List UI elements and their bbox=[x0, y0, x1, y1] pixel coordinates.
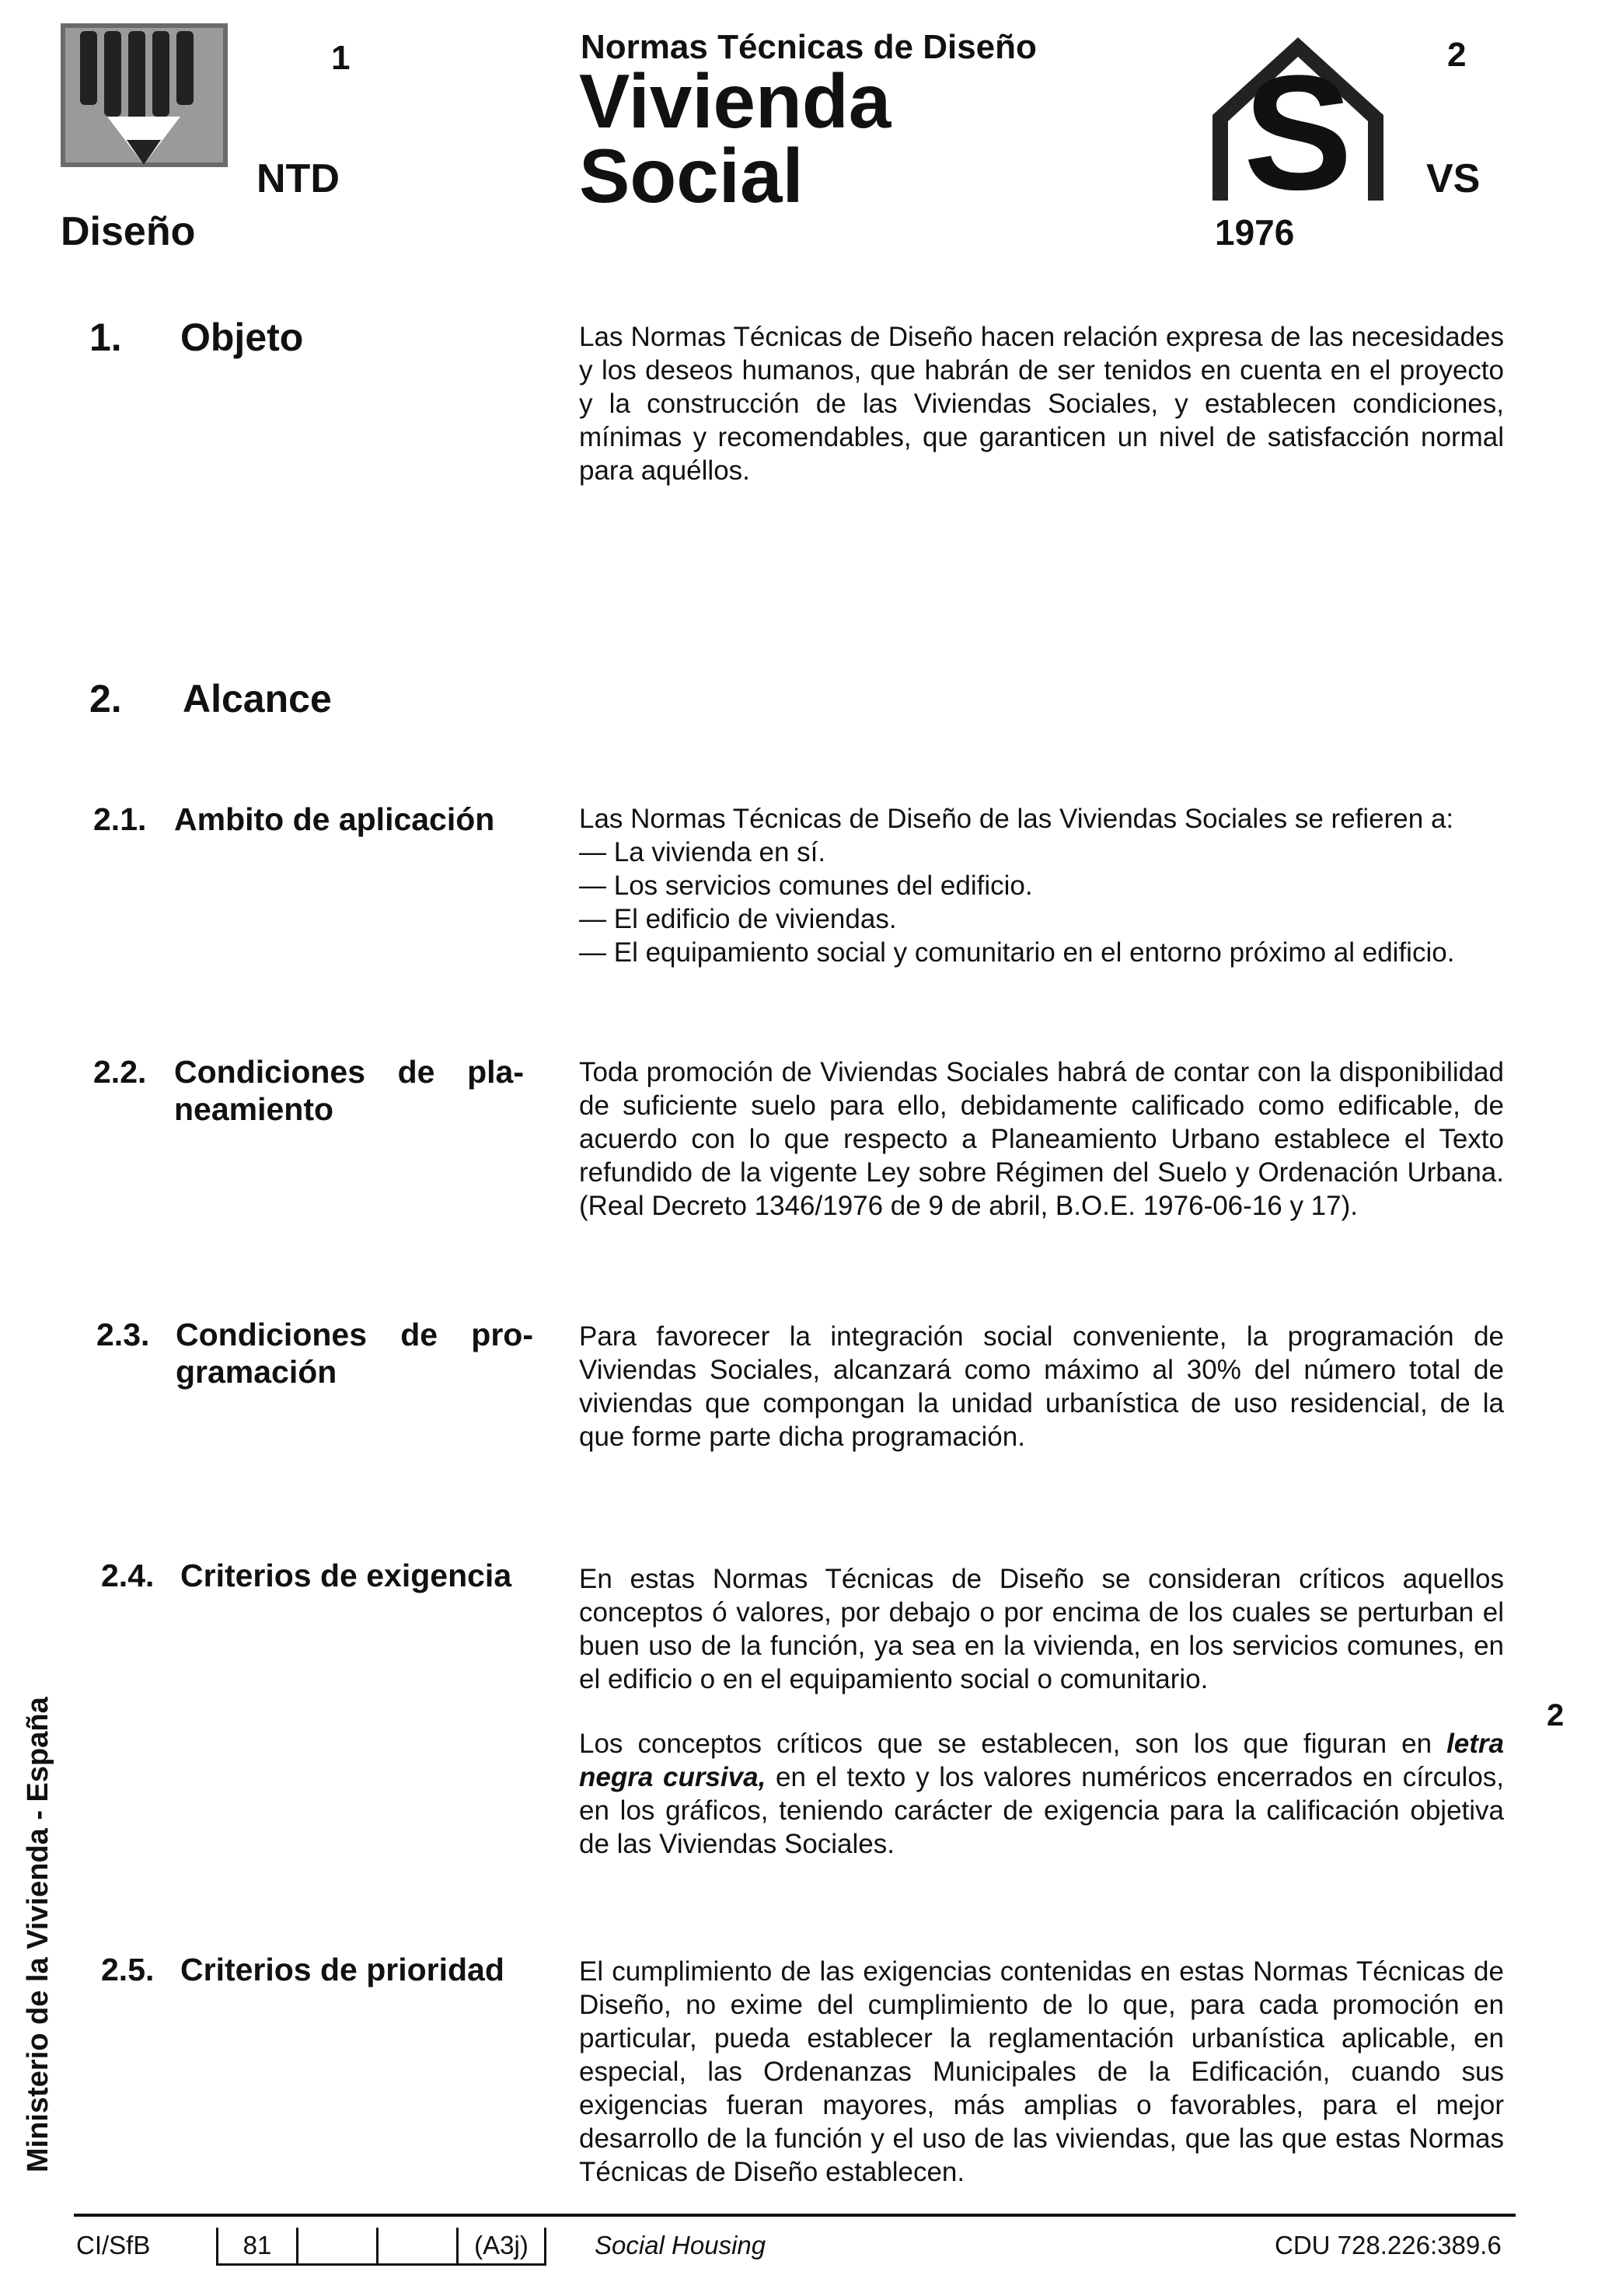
section-2-1-list bbox=[579, 836, 1504, 969]
left-page-number: 1 bbox=[331, 39, 351, 77]
list-item: — El equipamiento social y comunitario en el entorno próximo al edificio. bbox=[579, 936, 1504, 969]
paragraph-text: en el texto y los valores numéricos encerrados en círculos, en los gráficos, teniendo carácter de exigencia para la calificación objetiva de las Viviendas Sociales. bbox=[579, 1762, 1505, 1859]
series-code-vs: VS bbox=[1426, 156, 1481, 201]
section-2-5-title: Criterios de prioridad bbox=[180, 1952, 504, 1987]
section-2-2-number: 2.2. bbox=[93, 1054, 147, 1090]
list-item: — Los servicios comunes del edificio. bbox=[579, 869, 1504, 902]
list-item: — El edificio de viviendas. bbox=[579, 902, 1504, 936]
cdu-code: CDU 728.226:389.6 bbox=[1275, 2231, 1502, 2259]
document-subtitle: Normas Técnicas de Diseño bbox=[581, 28, 1037, 66]
section-2-3-title-line2: gramación bbox=[176, 1354, 337, 1390]
section-2-4-paragraph-2 bbox=[579, 1727, 1504, 1861]
section-2-1-intro: Las Normas Técnicas de Diseño de las Viviendas Sociales se refieren a: bbox=[579, 804, 1454, 834]
document-title-line1: Vivienda bbox=[579, 58, 891, 144]
section-2-3-text bbox=[579, 1320, 1504, 1453]
list-item: — La vivienda en sí. bbox=[579, 836, 1504, 869]
section-2-number: 2. bbox=[89, 677, 122, 721]
section-2-title: Alcance bbox=[183, 677, 332, 721]
section-2-3-number: 2.3. bbox=[96, 1317, 150, 1352]
english-title: Social Housing bbox=[595, 2231, 766, 2259]
ministry-vertical-label: Ministerio de la Vivienda - España bbox=[22, 1697, 54, 2172]
classification-cell bbox=[296, 2228, 376, 2266]
vs-logo bbox=[1212, 37, 1383, 201]
section-2-4-paragraph-1: En estas Normas Técnicas de Diseño se consideran críticos aquellos conceptos ó valores, por debajo o por encima de los cuales se perturban el buen uso de la función, ya sea en la vivienda, en los servicios comunes, en el edificio o en el equipamiento social o comunitario. bbox=[579, 1564, 1504, 1694]
section-2-4-title: Criterios de exigencia bbox=[180, 1558, 512, 1593]
section-2-5-text bbox=[579, 1955, 1504, 2189]
section-2-4-text bbox=[579, 1562, 1504, 1861]
section-2-2-title-line2: neamiento bbox=[174, 1091, 334, 1127]
series-label: Diseño bbox=[61, 209, 196, 254]
section-2-4-number: 2.4. bbox=[101, 1558, 155, 1593]
document-title-line2: Social bbox=[579, 133, 804, 218]
section-1-title: Objeto bbox=[180, 316, 304, 359]
ntd-logo bbox=[61, 23, 228, 167]
right-page-number: 2 bbox=[1447, 36, 1467, 74]
section-2-1-title: Ambito de aplicación bbox=[174, 801, 495, 837]
publication-year: 1976 bbox=[1215, 212, 1295, 253]
classification-cell: (A3j) bbox=[456, 2228, 546, 2266]
section-2-2-text bbox=[579, 1056, 1504, 1223]
section-2-5-paragraph: El cumplimiento de las exigencias contenidas en estas Normas Técnicas de Diseño, no exime del cumplimiento de lo que, para cada promoción en particular, pueda establecer la reglamentación urbanística aplicable, en especial, las Ordenanzas Municipales de la Edificación, cuando sus exigencias fueran mayores, más amplias o favorables, para el mejor desarrollo de la función y el uso de las viviendas, que las que estas Normas Técnicas de Diseño establecen. bbox=[579, 1956, 1504, 2187]
paragraph-text: Los conceptos críticos que se establecen, son los que figuran en bbox=[579, 1729, 1447, 1759]
svg-text:S: S bbox=[1243, 41, 1353, 201]
section-2-1-number: 2.1. bbox=[93, 801, 147, 837]
series-code-ntd: NTD bbox=[256, 156, 340, 201]
section-2-2-title-line1: Condiciones de pla- bbox=[174, 1054, 524, 1090]
section-2-5-number: 2.5. bbox=[101, 1952, 155, 1987]
section-1-paragraph: Las Normas Técnicas de Diseño hacen relación expresa de las necesidades y los deseos humanos, que habrán de ser tenidos en cuenta en el proyecto y la construcción de las Viviendas Sociales, y establecen condiciones, mínimas y recomendables, que garanticen un nivel de satisfacción normal para aquéllos. bbox=[579, 322, 1504, 486]
section-2-3-paragraph: Para favorecer la integración social conveniente, la programación de Viviendas Sociales, alcanzará como máximo al 30% del número total de viviendas que compongan la unidad urbanística de uso residencial, de la que forme parte dicha programación. bbox=[579, 1321, 1504, 1452]
classification-cell bbox=[376, 2228, 456, 2266]
section-2-1-text bbox=[579, 802, 1504, 969]
emphasis-text: letra negra cursiva, bbox=[579, 1729, 1504, 1792]
section-1-text bbox=[579, 320, 1504, 487]
footer-divider bbox=[74, 2214, 1516, 2217]
section-2-2-paragraph: Toda promoción de Viviendas Sociales habrá de contar con la disponibilidad de suficiente suelo para ello, debidamente calificado como edificable, de acuerdo con lo que respecto a Planeamiento Urbano establece el Texto refundido de la vigente Ley sobre Régimen del Suelo y Ordenación Urbana. (Real Decreto 1346/1976 de 9 de abril, B.O.E. 1976-06-16 y 17). bbox=[579, 1057, 1504, 1221]
classification-cell: 81 bbox=[216, 2228, 296, 2266]
margin-page-number: 2 bbox=[1547, 1698, 1565, 1732]
cisfb-label: CI/SfB bbox=[76, 2231, 151, 2259]
section-2-3-title-line1: Condiciones de pro- bbox=[176, 1317, 533, 1352]
section-1-number: 1. bbox=[89, 316, 122, 359]
